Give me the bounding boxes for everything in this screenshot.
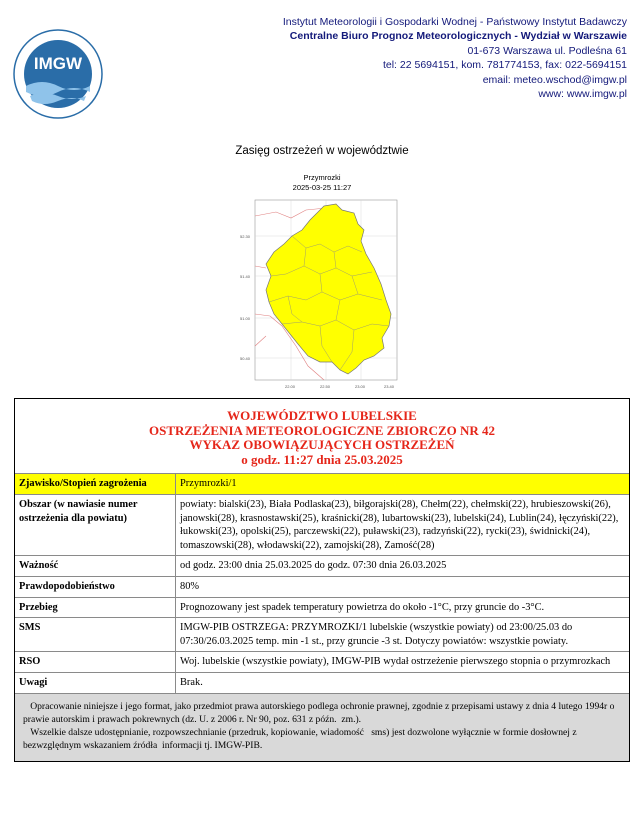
svg-text:22.00: 22.00 (285, 384, 296, 389)
table-row (15, 556, 629, 577)
address: 01-673 Warszawa ul. Podleśna 61 (467, 44, 627, 57)
svg-text:23.00: 23.00 (355, 384, 366, 389)
row-label-validity: Ważność (15, 556, 176, 577)
svg-text:23.40: 23.40 (384, 384, 395, 389)
distribution-text: Wszelkie dalsze udostępnianie, rozpowszechnianie (przedruk, kopiowanie, wiadomość sms) jest dozwolone wyłącznie w formie dosłownej z bezwzględnym wskazaniem źródła informacji tj. IMGW-PIB. (23, 726, 580, 752)
table-row (15, 494, 629, 555)
row-label-course: Przebieg (15, 597, 176, 618)
row-label-rso: RSO (15, 652, 176, 673)
row-value-sms: IMGW-PIB OSTRZEGA: PRZYMROZKI/1 lubelskie (wszystkie powiaty) od 23:00/25.03 do 07:30/26.03.2025 temp. min -1 st., przy gruncie -3 st. Dotyczy powiatów: wszystkie powiaty. (176, 618, 630, 652)
row-value-validity: od godz. 23:00 dnia 25.03.2025 do godz. 07:30 dnia 26.03.2025 (176, 556, 630, 577)
svg-text:52.30: 52.30 (240, 234, 251, 239)
imgw-logo (12, 28, 104, 120)
table-row (15, 618, 629, 652)
row-value-phenomenon: Przymrozki/1 (176, 474, 630, 495)
department-name: Centralne Biuro Prognoz Meteorologicznych - Wydział w Warszawie (289, 30, 627, 43)
warning-document (14, 398, 630, 762)
map-caption-date: 2025-03-25 11:27 (292, 183, 352, 192)
phone-numbers: tel: 22 5694151, kom. 781774153, fax: 022-5694151 (382, 59, 627, 72)
email: email: meteo.wschod@imgw.pl (482, 73, 627, 86)
voivodeship-title: WOJEWÓDZTWO LUBELSKIE (227, 408, 417, 423)
issue-time: o godz. 11:27 dnia 25.03.2025 (241, 451, 403, 467)
warning-map (236, 196, 408, 398)
svg-text:51.00: 51.00 (240, 316, 251, 321)
svg-text:22.50: 22.50 (320, 384, 331, 389)
row-label-remarks: Uwagi (15, 672, 176, 692)
map-caption-phenomenon: Przymrozki (303, 173, 341, 182)
row-label-area: Obszar (w nawiasie numer ostrzeżenia dla powiatu) (15, 494, 176, 555)
row-value-remarks: Brak. (176, 672, 630, 692)
row-label-sms: SMS (15, 618, 176, 652)
warning-heading (15, 399, 629, 473)
table-row (15, 672, 629, 692)
copyright-notice (15, 693, 629, 762)
row-label-phenomenon: Zjawisko/Stopień zagrożenia (15, 474, 176, 495)
table-row (15, 652, 629, 673)
institution-name: Instytut Meteorologii i Gospodarki Wodnej - Państwowy Instytut Badawczy (282, 16, 627, 28)
copyright-text: Opracowanie niniejsze i jego format, jako przedmiot prawa autorskiego podlega ochronie prawnej, zgodnie z przepisami ustawy z dnia 4 lutego 1994r o prawie autorskim i prawach pokrewnych (dz. U. z 2006 r. Nr 90, poz. 631 z późn. zm.). (23, 700, 617, 725)
svg-text:50.40: 50.40 (240, 356, 251, 361)
warning-table (15, 473, 629, 692)
row-value-rso: Woj. lubelskie (wszystkie powiaty), IMGW-PIB wydał ostrzeżenie pierwszego stopnia o przymrozkach (176, 652, 630, 673)
table-row (15, 597, 629, 618)
row-value-probability: 80% (176, 576, 630, 597)
logo-text: IMGW (33, 54, 83, 73)
list-title: WYKAZ OBOWIĄZUJĄCYCH OSTRZEŻEŃ (189, 437, 455, 453)
row-label-probability: Prawdopodobieństwo (15, 576, 176, 597)
map-title: Zasięg ostrzeżeń w województwie (235, 145, 409, 157)
row-value-course: Prognozowany jest spadek temperatury powietrza do około -1°C, przy gruncie do -3°C. (176, 597, 630, 618)
bulletin-title: OSTRZEŻENIA METEOROLOGICZNE ZBIORCZO NR 42 (148, 422, 496, 438)
row-value-area: powiaty: bialski(23), Biała Podlaska(23), biłgorajski(28), Chełm(22), chełmski(22), hrubieszowski(26), janowski(28), krasnostawski(25), kraśnicki(28), lubartowski(23), lubelski(24), Lublin(24), łęczyński(22), łukowski(23), opolski(25), parczewski(22), puławski(23), radzyński(22), rycki(23), świdnicki(24), tomaszowski(28), włodawski(22), zamojski(28), Zamość(28) (176, 494, 630, 555)
table-row (15, 576, 629, 597)
table-row (15, 474, 629, 495)
website: www: www.imgw.pl (538, 88, 627, 101)
svg-text:51.40: 51.40 (240, 274, 251, 279)
institution-header (283, 15, 627, 101)
